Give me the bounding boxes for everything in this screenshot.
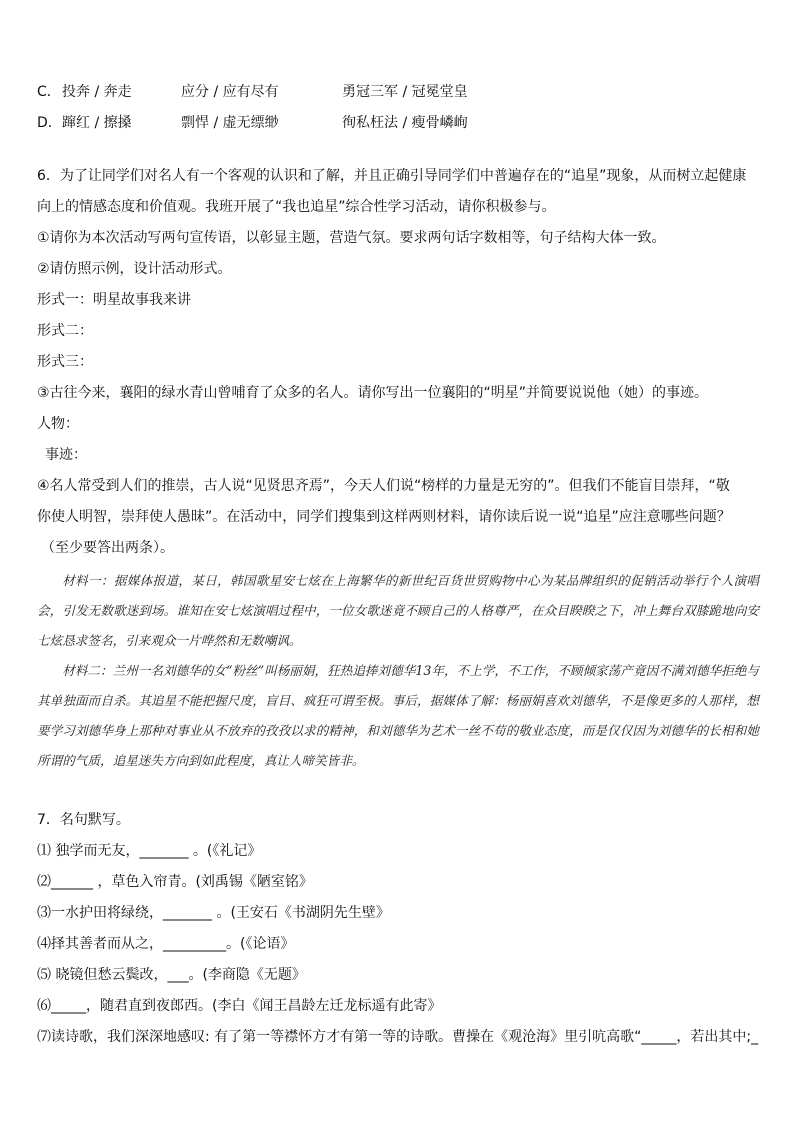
material-two: 材料二：兰州一名刘德华的女“粉丝”叫杨丽娟，狂热追捧刘德华13年，不上学，不工作，不顾倾家荡产竟因不满刘德华拒绝与其单独面而自杀。其追星不能把握尺度，盲目、疯狂可谓至极。事后，据媒体了解：杨丽娟喜欢刘德华，不是像更多的人那样，想要学习刘德华身上那种对事业从不放弃的孜孜以求的精神，和刘德华为艺术一丝不苟的敬业态度，而是仅仅因为刘德华的长相和她所谓的气质，追星迷失方向到如此程度，真让人啼笑皆非。 [37,663,759,768]
q6-part-4-line-3: （至少要答出两条）。 [41,540,174,556]
q6-form-2: 形式二： [37,323,93,339]
option-c-pair-1: 投奔 / 奔走 [62,84,132,100]
q6-intro-line-2: 向上的情感态度和价值观。我班开展了“我也追星”综合性学习活动，请你积极参与。 [37,199,556,215]
q7-item-6: ⑹_____，随君直到夜郎西。(李白《闻王昌龄左迁龙标遥有此寄》 [37,998,442,1014]
q7-item-5: ⑸ 晓镜但愁云鬓改，___。(李商隐《无题》 [37,967,306,983]
q7-item-1: ⑴ 独学而无友，_______ 。(《礼记》 [37,843,262,859]
q7-item-4: ⑷择其善者而从之，_________。(《论语》 [37,936,295,952]
q6-intro-line-1: 6．为了让同学们对名人有一个客观的认识和了解，并且正确引导同学们中普遍存在的“追星”现象，从而树立起健康 [37,168,747,184]
q6-part-1: ①请你为本次活动写两句宣传语，以彰显主题，营造气氛。要求两句话字数相等，句子结构大体一致。 [37,230,666,246]
q7-item-2: ⑵______ ，草色入帘青。(刘禹锡《陋室铭》 [37,874,313,890]
q7-item-7: ⑺读诗歌，我们深深地感叹: 有了第一等襟怀方才有第一等的诗歌。曹操在《观沧海》里引吭高歌“_____，若出其中;_ [37,1029,759,1045]
option-d-pair-2: 剽悍 / 虚无缥缈 [181,115,279,131]
material-one: 材料一：据媒体报道，某日，韩国歌星安七炫在上海繁华的新世纪百货世贸购物中心为某品牌组织的促销活动举行个人演唱会，引发无数歌迷到场。谁知在安七炫演唱过程中，一位女歌迷竟不顾自己的人格尊严，在众目睽睽之下，冲上舞台双膝跪地向安七炫恳求签名，引来观众一片哗然和无数嘲讽。 [37,573,759,648]
q6-form-3: 形式三： [37,354,93,370]
q6-person-label: 人物： [37,416,79,432]
materials-block [37,566,759,776]
option-d-pair-1: 蹿红 / 擦搡 [62,115,132,131]
option-d-pair-3: 徇私枉法 / 瘦骨嶙峋 [342,115,468,131]
q7-item-3: ⑶一水护田将绿绕，_______ 。(王安石《书湖阴先生壁》 [37,905,390,921]
q6-part-4-line-1: ④名人常受到人们的推崇，古人说“见贤思齐焉”，今天人们说“榜样的力量是无穷的”。但我们不能盲目崇拜，“敬 [37,478,730,494]
option-c-pair-3: 勇冠三军 / 冠冕堂皇 [342,84,468,100]
option-c-pair-2: 应分 / 应有尽有 [181,84,279,100]
q6-part-4-line-2: 你使人明智，崇拜使人愚昧”。在活动中，同学们搜集到这样两则材料，请你读后说一说“追星”应注意哪些问题？ [37,509,731,525]
option-d-label: D． [37,115,62,131]
q6-part-3: ③古往今来，襄阳的绿水青山曾哺育了众多的名人。请你写出一位襄阳的“明星”并简要说说他（她）的事迹。 [37,385,709,401]
q6-form-1: 形式一：明星故事我来讲 [37,292,191,308]
q6-part-2: ②请仿照示例，设计活动形式。 [37,261,232,277]
option-c-label: C． [37,84,61,100]
q7-title: 7．名句默写。 [37,812,130,828]
q6-deeds-label: 事迹： [45,447,87,463]
